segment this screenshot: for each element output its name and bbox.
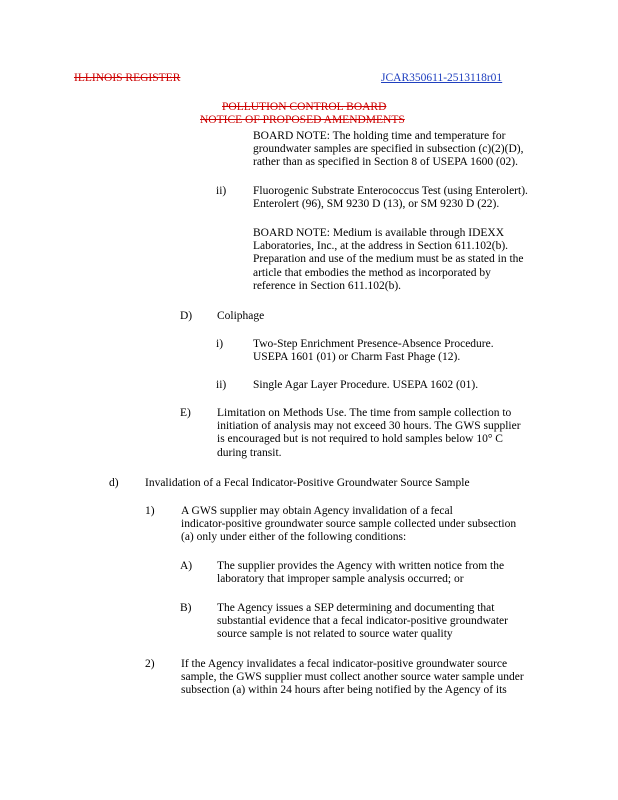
item-1-A-text: The supplier provides the Agency with written notice from the laboratory that improper sample analysis occurred; or	[217, 560, 505, 586]
item-1-text: A GWS supplier may obtain Agency invalidation of a fecal indicator-positive groundwater source sample collected under subsection (a) only under either of the following conditions:	[181, 505, 517, 544]
section-d-label: d)	[109, 477, 119, 489]
item-E-label: E)	[180, 407, 191, 419]
notice-title: NOTICE OF PROPOSED AMENDMENTS	[200, 114, 405, 126]
item-1-A-label: A)	[180, 560, 193, 572]
item-ii-text: Fluorogenic Substrate Enterococcus Test (using Enterolert). Enterolert (96), SM 9230 D (13), or SM 9230 D (22).	[253, 185, 528, 211]
item-2-label: 2)	[145, 658, 155, 670]
item-D-ii-text: Single Agar Layer Procedure. USEPA 1602 (01).	[253, 379, 479, 391]
item-ii-label: ii)	[216, 185, 227, 197]
board-note-1: BOARD NOTE: The holding time and temperature for groundwater samples are specified in subsection (c)(2)(D), rather than as specified in Section 8 of USEPA 1600 (02).	[253, 130, 524, 169]
item-2-text: If the Agency invalidates a fecal indicator-positive groundwater source sample, the GWS supplier must collect another source water sample under subsection (a) within 24 hours after being notified by the Agency of its	[181, 658, 524, 697]
header-left: ILLINOIS REGISTER	[74, 72, 181, 84]
item-E-text: Limitation on Methods Use. The time from sample collection to initiation of analysis may not exceed 30 hours. The GWS supplier is encouraged but is not required to hold samples below 10° C during transit.	[217, 407, 521, 459]
header-right: JCAR350611-2513118r01	[381, 72, 503, 84]
item-D-i-label: i)	[216, 338, 224, 350]
item-D-ii-label: ii)	[216, 379, 227, 391]
item-1-B-label: B)	[180, 602, 192, 614]
item-D-text: Coliphage	[217, 310, 265, 322]
section-d-title: Invalidation of a Fecal Indicator-Positive Groundwater Source Sample	[145, 477, 470, 489]
item-D-label: D)	[180, 310, 193, 322]
board-note-2: BOARD NOTE: Medium is available through IDEXX Laboratories, Inc., at the address in Section 611.102(b). Preparation and use of the medium must be as stated in the article that embodies the method as incorporated by reference in Section 611.102(b).	[253, 227, 524, 292]
board-title: POLLUTION CONTROL BOARD	[222, 101, 387, 113]
item-1-B-text: The Agency issues a SEP determining and documenting that substantial evidence that a fecal indicator-positive groundwater source sample is not related to source water quality	[217, 602, 508, 641]
item-1-label: 1)	[145, 505, 155, 517]
item-D-i-text: Two-Step Enrichment Presence-Absence Procedure. USEPA 1601 (01) or Charm Fast Phage (12).	[253, 338, 494, 364]
